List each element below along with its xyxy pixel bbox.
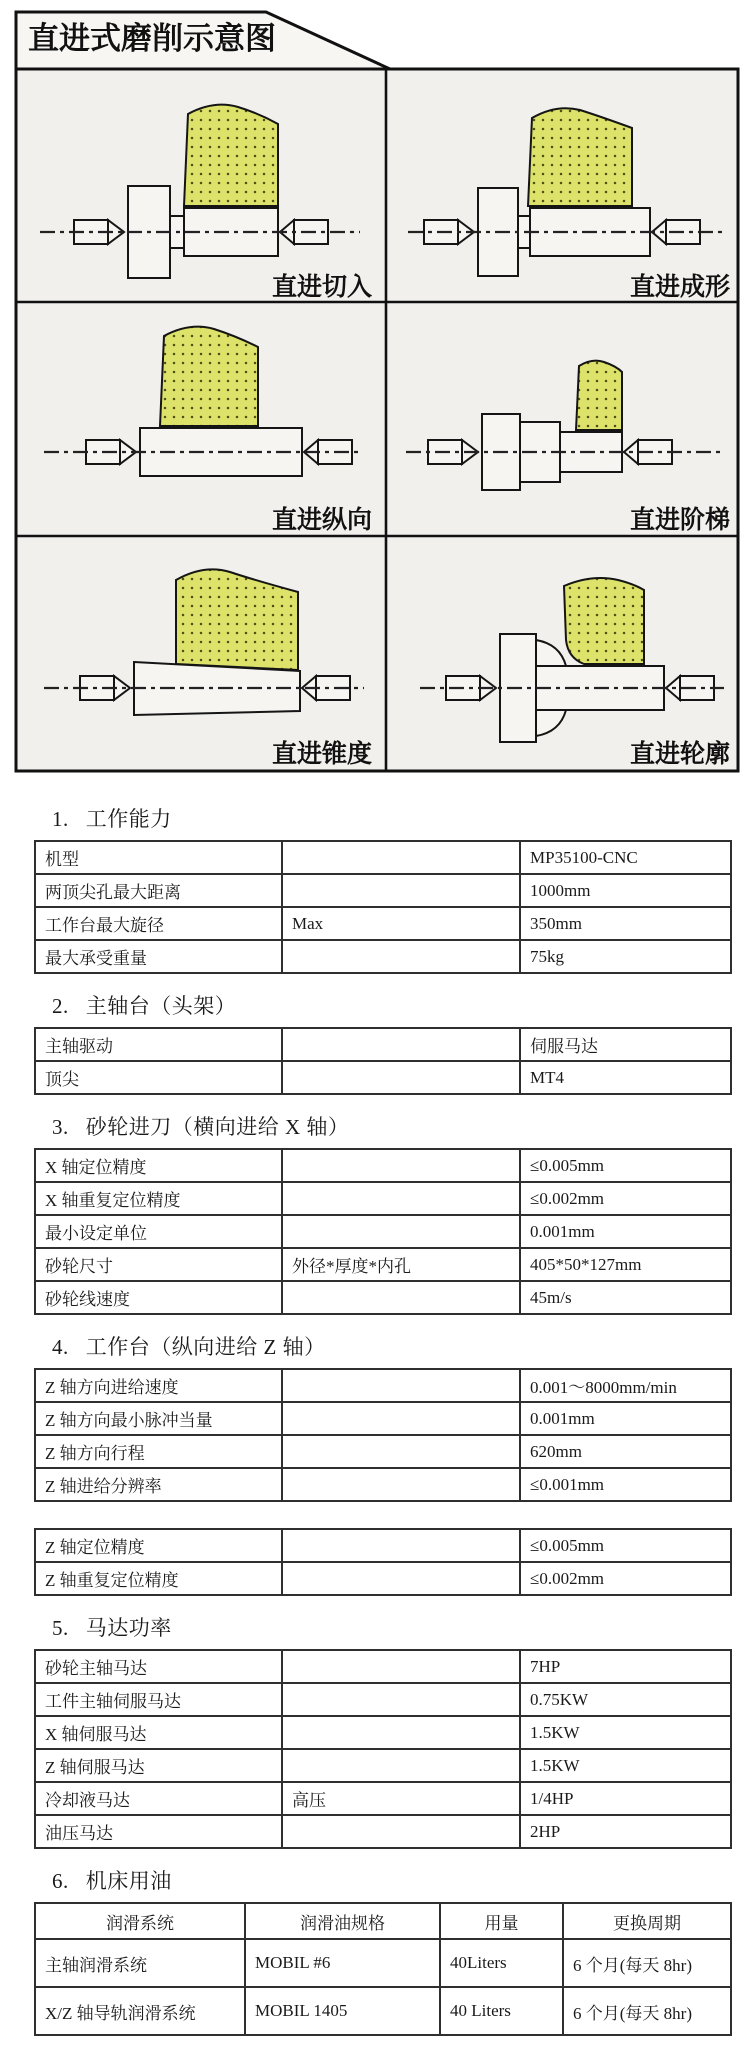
cell-value: 0.001～8000mm/min bbox=[520, 1369, 731, 1402]
figure-title: 直进式磨削示意图 bbox=[28, 21, 276, 57]
cell-note bbox=[282, 874, 520, 907]
cell-label: 工件主轴伺服马达 bbox=[35, 1683, 282, 1716]
table-row bbox=[35, 1028, 731, 1061]
spec-table-worktable-z bbox=[34, 1368, 732, 1502]
cell-value: 1.5KW bbox=[520, 1716, 731, 1749]
cell-note bbox=[282, 1562, 520, 1595]
cell-value: 2HP bbox=[520, 1815, 731, 1848]
cell-value: 1000mm bbox=[520, 874, 731, 907]
cell-note bbox=[282, 841, 520, 874]
cell-note: Max bbox=[282, 907, 520, 940]
cell-label: 砂轮主轴马达 bbox=[35, 1650, 282, 1683]
cell-label: 两顶尖孔最大距离 bbox=[35, 874, 282, 907]
table-row bbox=[35, 1562, 731, 1595]
table-row bbox=[35, 1149, 731, 1182]
grinding-wheel bbox=[184, 105, 278, 206]
table-row bbox=[35, 1529, 731, 1562]
cell-value: 1.5KW bbox=[520, 1749, 731, 1782]
panel-label: 直进阶梯 bbox=[629, 505, 730, 534]
cell-label: 机型 bbox=[35, 841, 282, 874]
cell-label: Z 轴方向进给速度 bbox=[35, 1369, 282, 1402]
cell-note bbox=[282, 1369, 520, 1402]
cell-note: 高压 bbox=[282, 1782, 520, 1815]
table-row bbox=[35, 1939, 731, 1987]
table-row bbox=[35, 1782, 731, 1815]
cell-label: 工作台最大旋径 bbox=[35, 907, 282, 940]
cell-note bbox=[282, 1650, 520, 1683]
cell-note bbox=[282, 1182, 520, 1215]
table-row bbox=[35, 841, 731, 874]
cell-value: 伺服马达 bbox=[520, 1028, 731, 1061]
cell-system: X/Z 轴导轨润滑系统 bbox=[35, 1987, 245, 2035]
panel-label: 直进纵向 bbox=[271, 505, 372, 534]
cell-value: ≤0.002mm bbox=[520, 1182, 731, 1215]
panel-label: 直进锥度 bbox=[271, 739, 372, 768]
cell-oil-spec: MOBIL 1405 bbox=[245, 1987, 440, 2035]
table-row bbox=[35, 1281, 731, 1314]
table-row bbox=[35, 874, 731, 907]
cell-value: 620mm bbox=[520, 1435, 731, 1468]
cell-note bbox=[282, 1402, 520, 1435]
cell-note bbox=[282, 1215, 520, 1248]
cell-system: 主轴润滑系统 bbox=[35, 1939, 245, 1987]
cell-label: X 轴定位精度 bbox=[35, 1149, 282, 1182]
cell-quantity: 40Liters bbox=[440, 1939, 563, 1987]
cell-value: 0.001mm bbox=[520, 1402, 731, 1435]
cell-label: Z 轴定位精度 bbox=[35, 1529, 282, 1562]
cell-label: 主轴驱动 bbox=[35, 1028, 282, 1061]
cell-note bbox=[282, 1683, 520, 1716]
section-title: 砂轮进刀（横向进给 X 轴） bbox=[85, 1115, 350, 1139]
spec-table-z-accuracy bbox=[34, 1528, 732, 1596]
table-row bbox=[35, 1987, 731, 2035]
cell-value: 7HP bbox=[520, 1650, 731, 1683]
cell-value: ≤0.002mm bbox=[520, 1562, 731, 1595]
cell-value: 350mm bbox=[520, 907, 731, 940]
cell-value: ≤0.005mm bbox=[520, 1529, 731, 1562]
cell-oil-spec: MOBIL #6 bbox=[245, 1939, 440, 1987]
section-title: 机床用油 bbox=[85, 1869, 172, 1893]
cell-value: ≤0.005mm bbox=[520, 1149, 731, 1182]
cell-label: 最大承受重量 bbox=[35, 940, 282, 973]
cell-note bbox=[282, 1468, 520, 1501]
section-title: 工作能力 bbox=[85, 807, 172, 831]
cell-value: 45m/s bbox=[520, 1281, 731, 1314]
cell-label: 冷却液马达 bbox=[35, 1782, 282, 1815]
table-row bbox=[35, 1369, 731, 1402]
panel-label: 直进成形 bbox=[629, 272, 730, 301]
cell-note bbox=[282, 1028, 520, 1061]
cell-label: 油压马达 bbox=[35, 1815, 282, 1848]
section-number: 3. bbox=[52, 1115, 69, 1139]
spec-table-wheel-infeed-x bbox=[34, 1148, 732, 1315]
table-row bbox=[35, 1468, 731, 1501]
section-number: 1. bbox=[52, 807, 69, 831]
section-title: 主轴台（头架） bbox=[85, 994, 237, 1018]
section-heading-4 bbox=[52, 1331, 750, 1361]
section-heading-3 bbox=[52, 1111, 750, 1141]
page-bottom-margin bbox=[0, 2036, 750, 2046]
cell-note bbox=[282, 940, 520, 973]
cell-value: 75kg bbox=[520, 940, 731, 973]
table-gap bbox=[0, 1502, 750, 1528]
cell-value: 405*50*127mm bbox=[520, 1248, 731, 1281]
grinding-schematic-figure bbox=[0, 0, 750, 782]
table-row bbox=[35, 1248, 731, 1281]
spec-table-machine-oil bbox=[34, 1902, 732, 2036]
table-row bbox=[35, 1182, 731, 1215]
table-row bbox=[35, 940, 731, 973]
cell-label: 砂轮线速度 bbox=[35, 1281, 282, 1314]
panel-label: 直进切入 bbox=[271, 272, 372, 301]
table-row bbox=[35, 1215, 731, 1248]
spec-table-motor-power bbox=[34, 1649, 732, 1849]
cell-label: Z 轴伺服马达 bbox=[35, 1749, 282, 1782]
table-row bbox=[35, 1650, 731, 1683]
cell-note bbox=[282, 1435, 520, 1468]
cell-value: 1/4HP bbox=[520, 1782, 731, 1815]
cell-interval: 6 个月(每天 8hr) bbox=[563, 1939, 731, 1987]
cell-label: X 轴伺服马达 bbox=[35, 1716, 282, 1749]
table-row bbox=[35, 1061, 731, 1094]
cell-note bbox=[282, 1061, 520, 1094]
cell-value: 0.001mm bbox=[520, 1215, 731, 1248]
cell-label: Z 轴方向最小脉冲当量 bbox=[35, 1402, 282, 1435]
table-row bbox=[35, 907, 731, 940]
table-row bbox=[35, 1435, 731, 1468]
cell-label: 顶尖 bbox=[35, 1061, 282, 1094]
section-number: 5. bbox=[52, 1616, 69, 1640]
cell-label: Z 轴重复定位精度 bbox=[35, 1562, 282, 1595]
cell-value: ≤0.001mm bbox=[520, 1468, 731, 1501]
grinding-wheel bbox=[576, 361, 622, 430]
spec-table-spindle-head bbox=[34, 1027, 732, 1095]
table-row bbox=[35, 1749, 731, 1782]
cell-label: Z 轴方向行程 bbox=[35, 1435, 282, 1468]
cell-quantity: 40 Liters bbox=[440, 1987, 563, 2035]
cell-value: 0.75KW bbox=[520, 1683, 731, 1716]
column-header: 润滑系统 bbox=[35, 1903, 245, 1939]
cell-label: X 轴重复定位精度 bbox=[35, 1182, 282, 1215]
cell-note: 外径*厚度*内孔 bbox=[282, 1248, 520, 1281]
cell-label: Z 轴进给分辨率 bbox=[35, 1468, 282, 1501]
cell-note bbox=[282, 1716, 520, 1749]
section-heading-1 bbox=[52, 803, 750, 833]
section-heading-6 bbox=[52, 1865, 750, 1895]
column-header: 润滑油规格 bbox=[245, 1903, 440, 1939]
cell-value: MP35100-CNC bbox=[520, 841, 731, 874]
column-header: 用量 bbox=[440, 1903, 563, 1939]
table-row bbox=[35, 1402, 731, 1435]
column-header: 更换周期 bbox=[563, 1903, 731, 1939]
section-title: 马达功率 bbox=[85, 1616, 172, 1640]
grinding-wheel bbox=[564, 578, 644, 664]
grinding-wheel bbox=[528, 108, 632, 206]
section-title: 工作台（纵向进给 Z 轴） bbox=[85, 1335, 326, 1359]
cell-note bbox=[282, 1529, 520, 1562]
section-number: 2. bbox=[52, 994, 69, 1018]
table-row bbox=[35, 1683, 731, 1716]
grinding-wheel bbox=[160, 327, 258, 426]
cell-note bbox=[282, 1749, 520, 1782]
section-heading-5 bbox=[52, 1612, 750, 1642]
cell-label: 砂轮尺寸 bbox=[35, 1248, 282, 1281]
section-number: 6. bbox=[52, 1869, 69, 1893]
table-header-row bbox=[35, 1903, 731, 1939]
cell-label: 最小设定单位 bbox=[35, 1215, 282, 1248]
table-row bbox=[35, 1815, 731, 1848]
cell-note bbox=[282, 1815, 520, 1848]
panel-label: 直进轮廓 bbox=[629, 739, 730, 768]
section-heading-2 bbox=[52, 990, 750, 1020]
table-row bbox=[35, 1716, 731, 1749]
cell-value: MT4 bbox=[520, 1061, 731, 1094]
cell-note bbox=[282, 1281, 520, 1314]
section-number: 4. bbox=[52, 1335, 69, 1359]
cell-note bbox=[282, 1149, 520, 1182]
cell-interval: 6 个月(每天 8hr) bbox=[563, 1987, 731, 2035]
spec-table-working-capacity bbox=[34, 840, 732, 974]
